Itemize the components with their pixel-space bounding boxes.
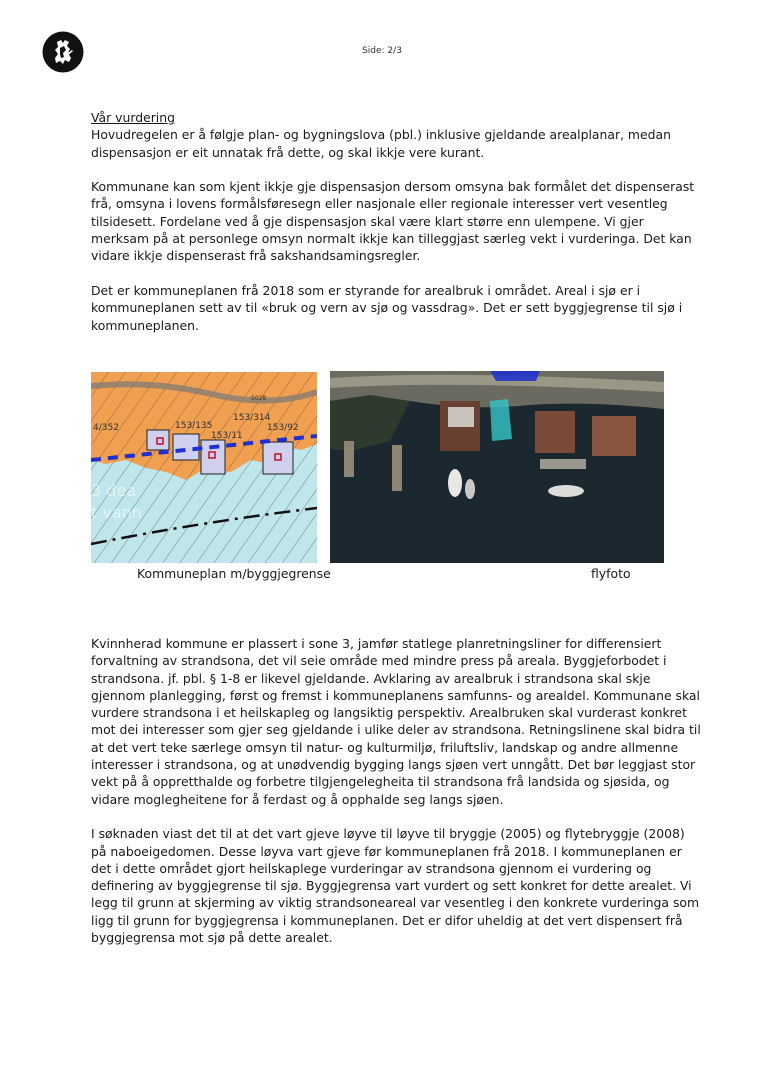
map-label: 153/92: [267, 423, 299, 433]
aerial-photo: [330, 371, 664, 563]
paragraph: Kvinnherad kommune er plassert i sone 3, jamfør statlege planretningsliner for differensiert forvaltning av strandsona, det vil seie område med mindre press på areala. Byggjeforbodet i strandsona. jf. pbl. § 1-8 er likevel gjeldande. Avklaring av arealbruk i strandsona skal skje gjennom planlegging, først og fremst i kommuneplanens samfunns- og arealdel. Kommunane skal vurdere strandsona i et heilskapleg og langsiktig perspektiv. Arealbruken skal vurderast konkret mot dei interesser som gjer seg gjeldande i ulike deler av strandsona. Retningslinene skal bidra til at det vert teke særlege omsyn til natur- og kulturmiljø, friluftsliv, landskap og andre allmenne interesser i strandsona, og at unødvendig bygging langs sjøen vert unngått. Det bør leggjast stor vekt på å oppretthalde og forbetre tilgjengelegheita til strandsona frå landsida og sjøsida, og vidare moglegheitene for å ferdast og å opphalde seg langs sjøen.: [91, 636, 701, 807]
map-label: t vann: [91, 503, 142, 522]
map-label: 153/11: [211, 431, 243, 441]
strandsona-section: [91, 635, 701, 946]
map-label: 153/135: [175, 421, 213, 431]
photo-caption: flyfoto: [591, 566, 631, 581]
section-heading: Vår vurdering: [91, 110, 175, 125]
assessment-section: [91, 109, 701, 334]
map-label: 5028: [251, 395, 267, 402]
map-label: 4/352: [93, 423, 119, 433]
municipal-plan-map: [91, 372, 317, 563]
paragraph: I søknaden viast det til at det vart gjeve løyve til løyve til bryggje (2005) og flytebryggje (2008) på naboeigedomen. Desse løyva vart gjeve før kommuneplanen frå 2018. I kommuneplanen er det i dette området gjort heilskaplege vurderingar av strandsona gjennom ei vurdering og definering av byggjegrense til sjø. Byggjegrensa vart vurdert og sett konkret for dette arealet. Vi legg til grunn at skjerming av viktig strandsoneareal var vesentleg i den konkrete vurderinga som ligg til grunn for byggjegrensa i kommuneplanen. Det er difor uheldig at det vert dispensert frå byggjegrensa mot sjø på dette arealet.: [91, 826, 700, 946]
paragraph: Hovudregelen er å følgje plan- og bygningslova (pbl.) inklusive gjeldande arealplanar, medan dispensasjon er eit unnatak frå dette, og skal ikkje vere kurant.: [91, 127, 671, 160]
paragraph: Det er kommuneplanen frå 2018 som er styrande for arealbruk i området. Areal i sjø er i kommuneplanen sett av til «bruk og vern av sjø og vassdrag». Det er sett byggjegrense til sjø i kommuneplanen.: [91, 282, 683, 333]
map-label: 3 dea: [91, 481, 137, 500]
page-number: Side: 2/3: [362, 46, 402, 56]
map-label: 153/314: [233, 413, 271, 423]
paragraph: Kommunane kan som kjent ikkje gje dispensasjon dersom omsyna bak formålet det dispenserast frå, omsyna i lovens formålsføresegn eller nasjonale eller regionale interesser vert vesentleg tilsidesett. Fordelane ved å gje dispensasjon skal være klart større enn ulempene. Vi gjer merksam på at personlege omsyn normalt ikkje kan tilleggjast særleg vekt i vurderinga. Det kan vidare ikkje dispenserast frå sakshandsamingsregler.: [91, 179, 695, 264]
map-caption: Kommuneplan m/byggjegrense: [137, 566, 331, 581]
